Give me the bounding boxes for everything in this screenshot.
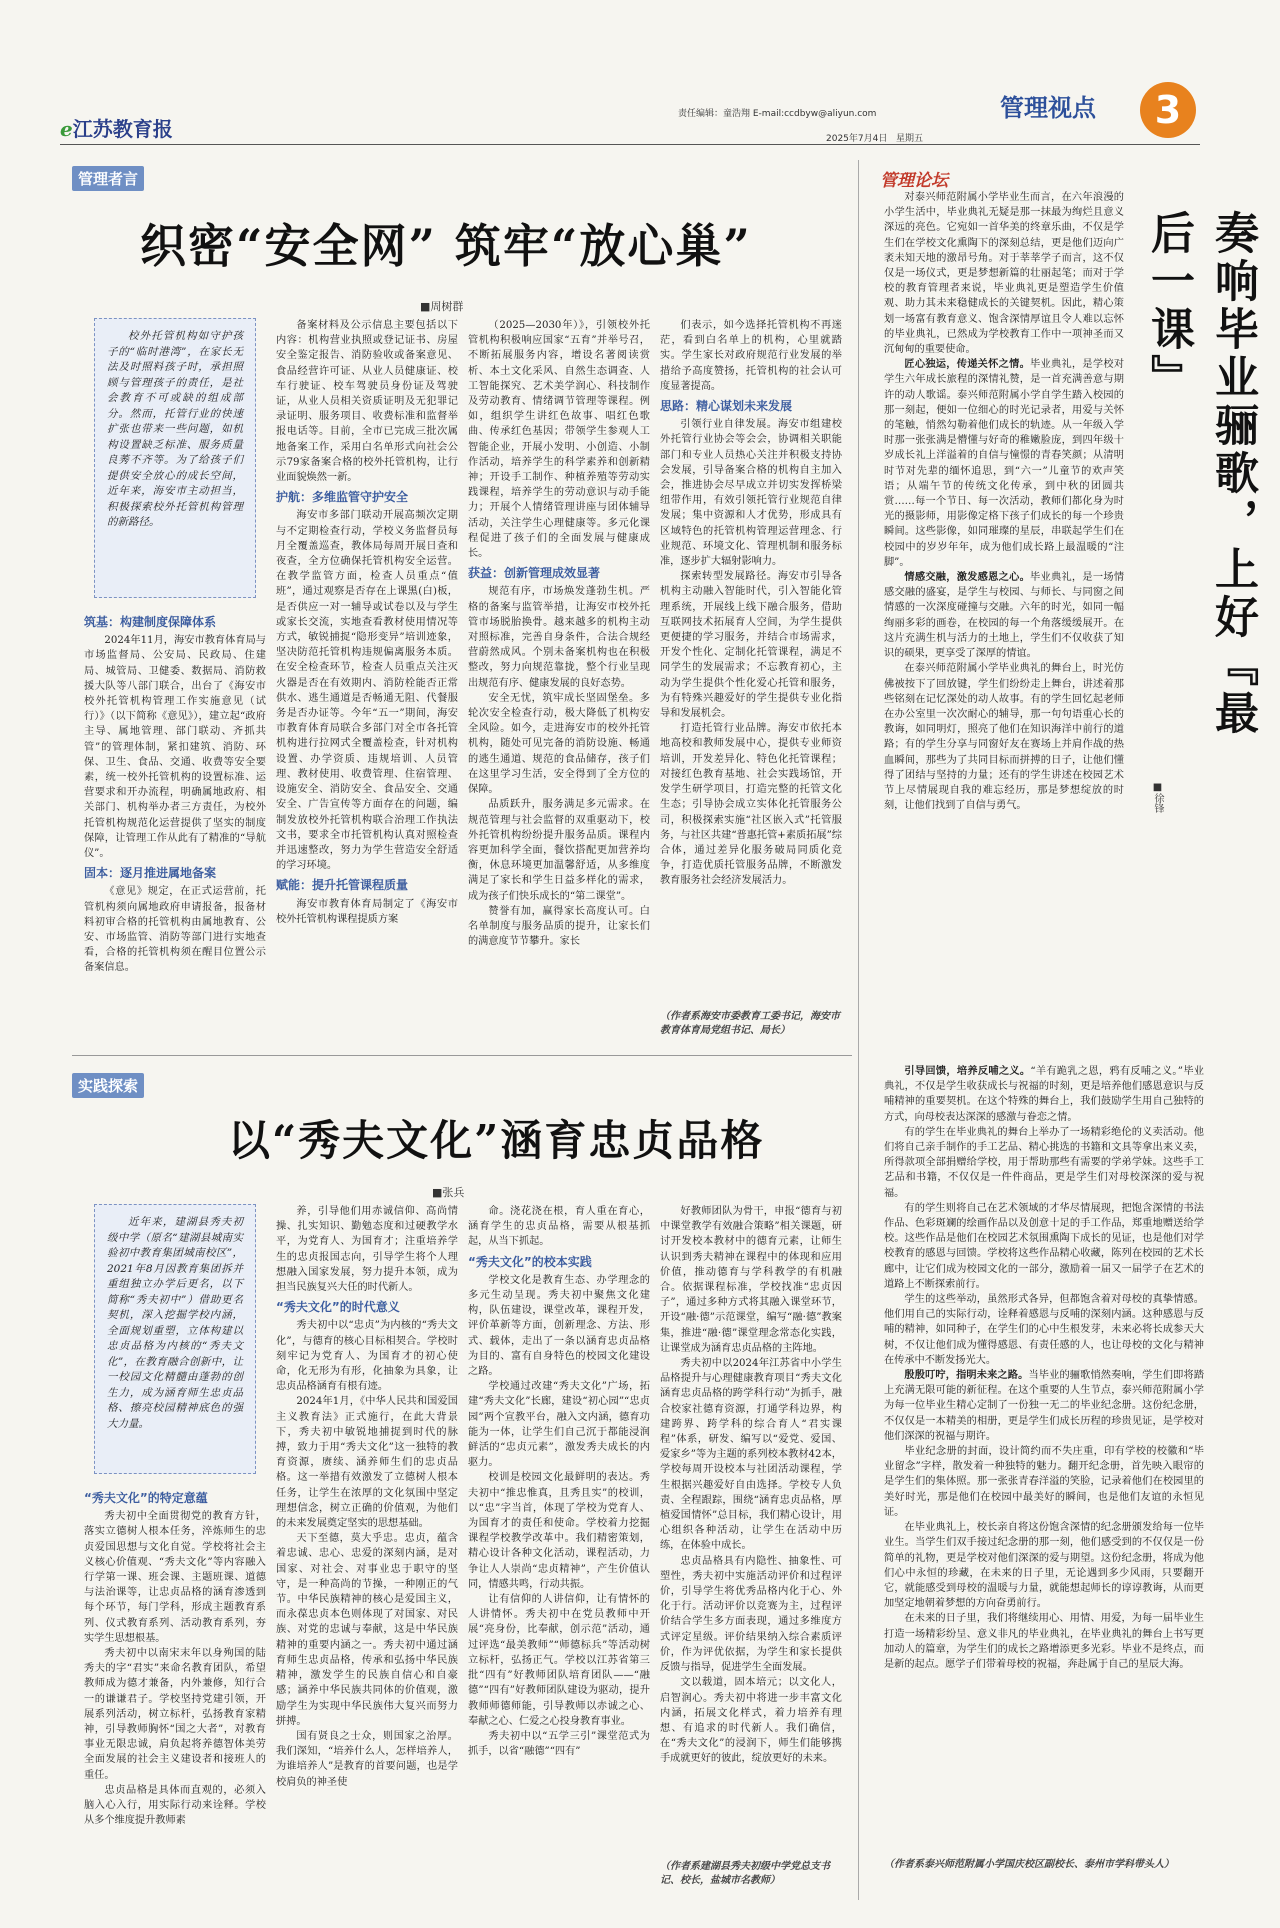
paragraph: 2024年11月，海安市教育体育局与市场监督局、公安局、民政局、住建局、城管局、卫健委、数据局、消防救援大队等八部门联合，出台了《海安市校外托管机构管理工作实施意见（试行）》（以下简称《意见》），建立起“政府主导、属地管理、部门联动、齐抓共管”的管理体制，紧扣建筑、消防、环保、卫生、食品、交通、收费等安全要素，统一校外托管机构的设置标准、运营要求和开办流程，明确属地政府、相关部门、机构举办者三方责任，为校外托管机构规范化运营提供了坚实的制度保障，让管理工作从此有了精准的“导航仪”。 <box>84 635 266 860</box>
article1-column-3 <box>468 318 650 1045</box>
paragraph: 忠贞品格是具体而直观的，必须入脑入心入行，用实际行动来诠释。学校从多个维度提升教师素 <box>84 1784 266 1827</box>
section-badge-manager: 管理者言 <box>72 166 144 191</box>
paragraph: 秀夫初中以南宋末年以身殉国的陆秀夫的字“君实”来命名教育团队，希望教师成为德才兼备，内外兼修，知行合一的谦谦君子。学校坚持党建引领，开展系列活动，树立标杆，弘扬教育家精神，引导教师胸怀“国之大者”，对教育事业无限忠诚，肩负起将养德智体美劳全面发展的社会主义建设者和接班人的重任。 <box>84 1648 266 1781</box>
paragraph: 打造托管行业品牌。海安市依托本地高校和教师发展中心，提供专业师资培训，开发差异化、特色化托管课程；对接红色教育基地、社会实践场馆，开发学生研学项目，打造完整的托管文化生态；引导协会成立实体化托管服务公司，积极探索实施“社区嵌入式”托管服务，与社区共建“普惠托管+素质拓展”综合体，通过差异化服务破局同质化竞争，打造优质托管服务品牌，不断激发教育服务社会经济发展活力。 <box>660 723 842 887</box>
date-text: 2025年7月4日 <box>826 134 888 144</box>
article1-column-2 <box>276 318 458 1045</box>
paragraph: 毕业纪念册的封面，设计简约而不失庄重，印有学校的校徽和“毕业留念”字样，散发着一种独特的魅力。翻开纪念册，首先映入眼帘的是学生们的集体照。那一张张青春洋溢的笑脸，记录着他们在校园里的美好时光，那是他们在校园中最美好的瞬间，也是他们友谊的永恒见证。 <box>884 1446 1204 1518</box>
paragraph-lead: 引导回馈，培养反哺之义。 <box>904 1065 1031 1077</box>
paragraph: 养，引导他们用赤诚信仰、高尚情操、扎实知识、勤勉态度和过硬教学水平，为党育人、为国育才；注重培养学生的忠贞报国志向，引导学生将个人理想融入国家发展，努力提升本领，成为担当民族复兴大任的时代新人。 <box>276 1206 458 1294</box>
subheading: 思路：精心谋划未来发展 <box>660 399 793 414</box>
masthead-divider <box>60 144 1200 145</box>
article3-lower-text <box>884 1064 1204 1844</box>
newspaper-logo <box>60 113 173 142</box>
logo-e-icon: e <box>60 117 73 141</box>
article1-column-4 <box>660 318 842 1008</box>
paragraph: 天下至德，莫大乎忠。忠贞，蕴含着忠诚、忠心、忠爱的深刻内涵，是对国家、对社会、对事业忠于职守的坚守，是一种高尚的节操，一种刚正的气节。中华民族精神的核心是爱国主义，而永葆忠贞本色则体现了对国家、对民族、对党的忠诚与奉献，这是中华民族精神的重要内涵之一。秀夫初中通过涵育师生忠贞品格，传承和弘扬中华民族精神，激发学生的民族自信心和自豪感；涵养中华民族共同体的价值观，激励学生为实现中华民族伟大复兴而努力拼搏。 <box>276 1533 458 1727</box>
paragraph: （2025—2030年）》，引领校外托管机构积极响应国家“五育”并举号召，不断拓展服务内容，增设名著阅读赏析、本土文化采风、自然生态调查、人工智能探究、艺术美学润心、科技制作及劳动教育、情绪调节管理等课程。例如，组织学生讲红色故事、唱红色歌曲、传承红色基因；带领学生参观人工智能企业，开展小发明、小创造、小制作活动，培养学生的科学素养和创新精神；开设手工制作、种植养殖等劳动实践课程，培养学生的劳动意识与动手能力；开展个人情绪管理讲座与团体辅导活动，关注学生心理健康等。多元化课程促进了孩子们的全面发展与健康成长。 <box>468 320 650 560</box>
article3-upper-text <box>884 190 1124 1060</box>
paragraph: 在泰兴师范附属小学毕业典礼的舞台上，时光仿佛被按下了回放键，学生们纷纷走上舞台，讲述着那些铭刻在记忆深处的动人故事。有的学生回忆起老师在办公室里一次次耐心的辅导，那一句句语重心长的教诲，如同明灯，照亮了他们在知识海洋中前行的道路；有的学生分享与同窗好友在赛场上并肩作战的热血瞬间，那些为了共同目标而拼搏的日子，让他们懂得了团结与坚持的力量；还有的学生讲述在校园艺术节上尽情展现自我的难忘经历，那是梦想绽放的时刻，让他们找到了自信与勇气。 <box>884 663 1124 812</box>
paragraph: 秀夫初中以2024年江苏省中小学生品格提升与心理健康教育项目“秀夫文化涵育忠贞品格的跨学科行动”为抓手，融合校家社德育资源，打通学科边界，构建跨界、跨学科的综合育人“君实课程”体系，研发、编写以“爱党、爱国、爱家乡”等为主题的系列校本教材42本，学校每周开设校本与社团活动课程，学生根据兴趣爱好自由选择。学校专人负责、全程跟踪，围绕“涵育忠贞品格，厚植爱国情怀”总目标，我们精心设计，用心组织各种活动，让学生在活动中历练，在体验中成长。 <box>660 1358 842 1552</box>
paragraph: 秀夫初中全面贯彻党的教育方针，落实立德树人根本任务，淬炼师生的忠贞爱国思想与文化自觉。学校将社会主义核心价值观、“秀夫文化”等内容融入行学第一课、班会课、主题班课、道德与法治课等，让忠贞品格的涵育渗透到每个环节，每门学科，形成主题教育系列、仪式教育系列、活动教育系列，夯实学生思想根基。 <box>84 1511 266 1644</box>
paragraph: 探索转型发展路径。海安市引导各机构主动融入智能时代，引入智能化管理系统，开展线上线下融合服务，借助互联网技术拓展育人空间，为学生提供更便捷的学习服务，并结合市场需求，开发个性化、定制化托管课程，满足不同学生的发展需求；不忘教育初心，主动为学生提供个性化爱心托管和服务，为有特殊兴趣爱好的学生提供专业化指导和发展机会。 <box>660 571 842 720</box>
subheading: “秀夫文化”的时代意义 <box>276 1300 400 1315</box>
article2-column-4 <box>660 1204 842 1856</box>
paragraph: 引领行业自律发展。海安市组建校外托管行业协会等会会，协调相关职能部门和专业人员热心关注并积极支持协会发展，引导备案合格的机构自主加入会，推进协会尽早成立并切实发挥桥梁纽带作用，有效引领托管行业规范自律发展；集中资源和人才优势，形成具有区域特色的托管机构管理运营理念、行业规范、环境文化、管理机制和服务标准，逐步扩大辐射影响力。 <box>660 419 842 568</box>
article2-intro: 近年来，建湖县秀夫初级中学（原名“建湖县城南实验初中教育集团城南校区”，2021年8月因教育集团拆并重组独立办学后更名，以下简称“秀夫初中”）借助更名契机，深入挖掘学校内涵，全面规划重塑，立体构建以忠贞品格为内核的“秀夫文化”，在教育融合创新中，让一校园文化精髓由蓬勃的创生力，成为涵育师生忠贞品格、擦亮校园精神底色的强大力量。 <box>107 1216 243 1430</box>
article1-headline: 织密“安全网” 筑牢“放心巢” <box>140 219 752 273</box>
paragraph: 学生的这些举动，虽然形式各异，但都饱含着对母校的真挚情感。他们用自己的实际行动，诠释着感恩与反哺的深刻内涵。这种感恩与反哺的精神，如同种子，在学生们的心中生根发芽，未来必将长成参天大树，不仅让他们成为懂得感恩、有责任感的人，也让母校的文化与精神在传承中不断发扬光大。 <box>884 1294 1204 1366</box>
article2-headline: 以“秀夫文化”涵育忠贞品格 <box>228 1116 765 1165</box>
editor-line: 责任编辑：童浩翔 E-mail:ccdbyw@aliyun.com <box>678 109 877 119</box>
article2-column-2 <box>276 1204 458 1898</box>
paragraph: 文以载道，固本培元；以文化人，启智润心。秀夫初中将进一步丰富文化内涵，拓展文化样式，着力培养有理想、有追求的时代新人。我们确信，在“秀夫文化”的浸润下，师生们能够携手成就更好的彼此，绽放更好的未来。 <box>660 1677 842 1765</box>
paragraph-lead: 殷殷叮咛，指明未来之路。 <box>904 1369 1029 1382</box>
article1-intro: 校外托管机构如守护孩子的“临时港湾”，在家长无法及时照料孩子时，承担照顾与管理孩子的责任，是社会教育不可或缺的组成部分。然而，托管行业的快速扩张也带来一些问题，如机构设置缺乏标准、服务质量良莠不齐等。为了给孩子们提供安全放心的成长空间，近年来，海安市主动担当，积极探索校外托管机构管理的新路径。 <box>107 330 243 528</box>
section-badge-practice: 实践探索 <box>72 1073 144 1098</box>
article2-column-3 <box>468 1204 650 1898</box>
paragraph: 国有贤良之士众，则国家之治厚。我们深知，“培养什么人，怎样培养人，为谁培养人”是教育的首要问题，也是学校肩负的神圣使 <box>276 1730 458 1788</box>
subheading: 筑基：构建制度保障体系 <box>84 615 217 629</box>
paragraph: 有的学生在毕业典礼的舞台上举办了一场精彩绝伦的义卖活动。他们将自己亲手制作的手工艺品、精心挑选的书籍和文具等拿出来义卖，所得款项全部捐赠给学校，用于帮助那些有需要的学弟学妹。这些手工艺品和书籍，不仅仅是一件件商品，更是学生们对母校深深的爱与祝福。 <box>884 1126 1204 1199</box>
subheading: “秀夫文化”的校本实践 <box>468 1254 592 1269</box>
paragraph: 规范有序，市场焕发蓬勃生机。严格的备案与监管举措，让海安市校外托管市场脱胎换骨。越来越多的机构主动对照标准，完善自身条件，合法合规经营蔚然成风。个别未备案机构也在积极整改，努力向规范靠拢，整个行业呈现出规范有序、健康发展的良好态势。 <box>468 586 650 689</box>
paragraph <box>884 570 1124 661</box>
paragraph: 2024年1月，《中华人民共和国爱国主义教育法》正式施行，在此大背景下，秀夫初中敏锐地捕捉到时代的脉搏，致力于用“秀夫文化”这一独特的教育资源，赓续、涵养师生们的忠贞品格。这一举措有效激发了立德树人根本任务，让学生在浓厚的文化氛围中坚定理想信念，树立正确的价值观，为他们的未来发展奠定坚实的思想基础。 <box>276 1396 458 1530</box>
article3-headline: 奏响毕业骊歌，上好『最后一课』 <box>1143 210 1258 738</box>
paragraph: 《意见》规定，在正式运营前，托管机构须向属地政府申请报备，报备材料初审合格的托管机构由属地教育、公安、市场监管、消防等部门进行实地查看，合格的托管机构须在醒目位置公示备案信息。 <box>84 886 266 974</box>
article3-author-note: （作者系泰兴师范附属小学国庆校区副校长、泰州市学科带头人） <box>884 1859 1174 1870</box>
paragraph: 对泰兴师范附属小学毕业生而言，在六年浪漫的小学生活中，毕业典礼无疑是那一抹最为绚烂且意义深远的亮色。它宛如一首华美的终章乐曲，不仅是学生们在学校文化熏陶下的深刻总结，更是他们迈向广袤未知天地的激昂号角。对于莘莘学子而言，这不仅仅是一场仪式，更是梦想新篇的壮丽起笔；而对于学校的教育管理者来说，毕业典礼更是塑造学生价值观、助力其未来稳健成长的关键契机。因此，精心策划一场富有教育意义、饱含深情厚谊且令人难以忘怀的毕业典礼，已然成为学校教育工作中一项神圣而又沉甸甸的重要使命。 <box>884 192 1124 356</box>
subheading: 获益：创新管理成效显著 <box>468 566 601 581</box>
paragraph-lead: 匠心独运，传递关怀之情。 <box>904 358 1031 371</box>
section-badge-forum: 管理论坛 <box>880 171 948 191</box>
paragraph: 们表示，如今选择托管机构不再迷茫，看到白名单上的机构，心里就踏实。学生家长对政府规范行业发展的举措给予高度赞扬，托管机构的社会认可度显著提高。 <box>660 320 842 392</box>
paragraph-lead: 情感交融，激发感恩之心。 <box>904 571 1031 584</box>
article1-author-note: （作者系海安市委教育工委书记，海安市教育体育局党组书记、局长） <box>660 1011 840 1036</box>
paragraph: 学校文化是教育生态、办学理念的多元生动呈现。秀夫初中聚焦文化建构，队伍建设，课堂改革，课程开发，评价革新等方面，创新理念、方法、形式、载体，走出了一条以涵育忠贞品格为目的、富有自身特色的校园文化建设之路。 <box>468 1274 650 1378</box>
article3-byline: ■徐锋 <box>1152 782 1163 813</box>
paragraph: 学校通过改建“秀夫文化”广场，拓建“秀夫文化”长廊，建设“初心园”“忠贞园”两个宣教平台，融入文内涵，德育功能为一体，让学生们自己沉于都能浸润鲜活的“忠贞元素”，激发秀夫成长的内驱力。 <box>468 1381 650 1469</box>
article2-author-note: （作者系建湖县秀夫初级中学党总支书记、校长，盐城市名教师） <box>660 1861 830 1886</box>
paragraph-text: 毕业典礼，是一场情感交融的盛宴，是学生与校园、与师长、与同窗之间情感的一次深度碰撞与交融。六年的时光，如同一幅绚丽多彩的画卷，在校园的每一个角落缓缓展开。在这片充满生机与活力的土地上，学生们不仅收获了知识的硕果，更享受了深厚的情谊。 <box>884 572 1124 660</box>
subheading: 护航：多维监管守护安全 <box>276 490 409 505</box>
paragraph <box>884 1368 1204 1444</box>
paragraph: 备案材料及公示信息主要包括以下内容：机构营业执照或登记证书、房屋安全鉴定报告、消防验收或备案意见、食品经营许可证、从业人员健康证、校车行驶证、校车驾驶员身份证及驾驶证，从业人员相关资质证明及无犯罪记录证明、服务项目、收费标准和监督举报电话等。目前，全市已完成三批次属地备案工作，采用白名单形式向社会公示79家备案合格的校外托管机构，让行业面貌焕然一新。 <box>276 320 458 484</box>
subheading: “秀夫文化”的特定意蕴 <box>84 1491 208 1505</box>
paragraph: 秀夫初中以“五学三引”课堂范式为抓手，以省“融德”“四有” <box>468 1730 650 1758</box>
paragraph: 海安市教育体育局制定了《海安市校外托管机构课程提质方案 <box>276 898 458 925</box>
paragraph: 秀夫初中以“忠贞”为内核的“秀夫文化”，与德育的核心目标相契合。学校时刻牢记为党育人、为国育才的初心使命，化无形为有形，化抽象为具象，让忠贞品格涵育有根有迹。 <box>276 1320 458 1393</box>
subheading: 固本：逐月推进属地备案 <box>84 866 217 881</box>
paragraph <box>884 1064 1204 1125</box>
section-title: 管理视点 <box>1000 94 1096 122</box>
paragraph: 校训是校园文化最鲜明的表达。秀夫初中“推忠惟真，且秀且实”的校训，以“忠”字当首，体现了学校为党育人、为国育才的责任和使命。学校着力挖掘课程学校教学改革中。我们精密策划，精心设计各种文化活动，课程活动，力争让人人崇尚“忠贞精神”，产生价值认同，情感共鸣，行动共振。 <box>468 1472 650 1590</box>
page-number-badge: 3 <box>1140 82 1196 138</box>
paragraph-text: “羊有跪乳之恩，鸦有反哺之义。”毕业典礼，不仅是学生收获成长与祝福的时刻，更是培养他们感恩意识与反哺精神的重要契机。在这个特殊的舞台上，我们鼓励学生用自己独特的方式，向母校表达深深的感激与眷恋之情。 <box>884 1066 1204 1123</box>
paragraph: 有的学生则将自己在艺术领域的才华尽情展现，把饱含深情的书法作品、色彩斑斓的绘画作品以及创意十足的手工作品，郑重地赠送给学校。这些作品是他们在校园艺术氛围熏陶下成长的见证，也是他们对学校教育的感恩与回馈。学校将这些作品精心收藏，陈列在校园的艺术长廊中，让它们成为校园文化的一部分，激励着一届又一届学子在艺术的道路上不断探索前行。 <box>884 1202 1204 1290</box>
article2-column-1 <box>84 1486 266 1898</box>
paragraph: 在未来的日子里，我们将继续用心、用情、用爱，为每一届毕业生打造一场精彩纷呈、意义非凡的毕业典礼，在毕业典礼的舞台上书写更加动人的篇章，为学生们的成长之路增添更多光彩。毕业不是终点，而是新的起点。愿学子们带着母校的祝福，奔赴属于自己的星辰大海。 <box>884 1613 1204 1670</box>
paragraph-text: 当毕业的骊歌悄然奏响，学生们即将踏上充满无限可能的新征程。在这个重要的人生节点，泰兴师范附属小学为每一位毕业生精心定制了一份独一无二的毕业纪念册。这份纪念册，不仅仅是一本精美的相册，更是学生们成长历程的珍贵见证，是学校对他们深深的祝福与期许。 <box>884 1370 1204 1442</box>
paragraph: 忠贞品格具有内隐性、抽象性、可塑性，秀夫初中实施活动评价和过程评价，引导学生将优秀品格内化于心、外化于行。活动评价以竞赛为主，过程评价结合学生多方面表现，通过多维度方式评定星级。评价结果纳入综合素质评价，作为评优依据，为学生和家长提供反馈与指导，促进学生全面发展。 <box>660 1555 842 1674</box>
article2-byline: ■张兵 <box>432 1186 465 1199</box>
paragraph: 在毕业典礼上，校长亲自将这份饱含深情的纪念册颁发给每一位毕业生。当学生们双手接过纪念册的那一刻，他们感受到的不仅仅是一份简单的礼物，更是学校对他们深深的爱与期望。这份纪念册，将成为他们心中永恒的珍藏，在未来的日子里，无论遇到多少风雨，只要翻开它，就能感受到母校的温暖与力量，就能想起师长的谆谆教诲，从而更加坚定地朝着梦想的方向奋勇前行。 <box>884 1522 1204 1610</box>
article1-byline: ■周树群 <box>420 300 464 313</box>
article2-intro-box <box>94 1204 256 1474</box>
paragraph: 命。浇花浇在根，育人重在育心，涵育学生的忠贞品格，需要从根基抓起，从当下抓起。 <box>468 1206 650 1248</box>
paragraph: 品质跃升，服务满足多元需求。在规范管理与社会监督的双重驱动下，校外托管机构纷纷提升服务品质。课程内容更加科学全面，餐饮搭配更加营养均衡，休息环境更加温馨舒适，从多维度满足了家长和学生日益多样化的需求，成为孩子们快乐成长的“第二课堂”。 <box>468 799 650 902</box>
weekday-text: 星期五 <box>895 134 923 144</box>
article1-column-1 <box>84 610 266 1045</box>
article1-intro-box <box>94 318 256 598</box>
paragraph: 好教师团队为骨干，申报“德育与初中课堂教学有效融合策略”相关课题，研讨开发校本教材中的德育元素，让师生认识到秀夫精神在课程中的体现和应用价值，推动德育与学科教学的有机融合。依据课程标准，学校找准“忠贞因子”，通过多种方式将其融入课堂环节，开设“融·德”示范课堂，编写“融·德”教案集，推进“融·德”课堂理念常态化实践，让课堂成为涵育忠贞品格的主阵地。 <box>660 1206 842 1354</box>
paragraph: 海安市多部门联动开展高频次定期与不定期检查行动，学校义务监督员每月全覆盖巡查，教体局每周开展日查和夜查，全方位确保托管机构安全运营。在教学监管方面，检查人员重点“值班”，通过观察是否存在上课黑(白)板，是否供应一对一辅导或试卷以及与学生或家长交流，实地查看教材使用情况等方式，敏锐捕捉“隐形变异”培训迹象，坚决防范托管机构违规偏离服务本质。在安全检查环节，检查人员重点关注灭火器是否在有效期内、消防栓能否正常供水、逃生通道是否畅通无阻、代餐服务是否办证等。今年“五一”期间，海安市教育体育局联合多部门对全市各托管机构进行拉网式全覆盖检查，针对机构设置、办学资质、违规培训、人员管理、教材使用、收费管理、住宿管理、设施安全、消防安全、食品安全、交通安全、广告宣传等方面存在的问题，编制发放校外托管机构联合治理工作执法文书，要求全市托管机构认真对照检查并迅速整改，努力为学生营造安全舒适的学习环境。 <box>276 510 458 872</box>
paragraph: 赞誉有加，赢得家长高度认可。白名单制度与服务品质的提升，让家长们的满意度节节攀升。家长 <box>468 905 650 948</box>
paragraph-text: 毕业典礼，是学校对学生六年成长旅程的深情礼赞，是一首充满善意与期许的动人歌谣。泰兴师范附属小学自学生踏入校园的那一刻起，便如一位细心的时光记录者，用爱与关怀的笔触，悄然勾勒着他们成长的轨迹。从一年级入学时那一张张满是懵懂与好奇的稚嫩脸庞，到四年级十岁成长礼上洋溢着的自信与憧憬的青春笑颜；从清明时节对先辈的缅怀追思，到“六一”儿童节的欢声笑语；从端午节的传统文化传承，到中秋的团圆共赏……每一个节日、每一次活动，教师们都化身为时光的摄影师，用影像定格下孩子们成长的每一个珍贵瞬间。这些影像，如同璀璨的星辰，串联起学生们在校园中的岁岁年年，成为他们成长路上最温暖的“注脚”。 <box>884 359 1124 568</box>
paragraph: 安全无忧，筑牢成长坚固堡垒。多轮次安全检查行动，极大降低了机构安全风险。如今，走进海安市的校外托管机构，随处可见完备的消防设施、畅通的逃生通道、规范的食品储存，孩子们在这里学习生活，安全得到了全方位的保障。 <box>468 692 650 796</box>
subheading: 赋能：提升托管课程质量 <box>276 878 409 893</box>
column-divider <box>858 160 859 1900</box>
logo-text: 江苏教育报 <box>72 117 173 141</box>
issue-date <box>826 131 923 144</box>
paragraph <box>884 357 1124 570</box>
paragraph: 让有信仰的人讲信仰，让有情怀的人讲情怀。秀夫初中在党员教师中开展“亮身份，比奉献，创示范”活动，通过评选“最美教师”“师德标兵”等活动树立标杆，弘扬正气。学校以江苏省第三批“四有”好教师团队培育团队——“融德”“四有”好教师团队建设为驱动，提升教师师德师能，引导教师以赤诚之心、奉献之心、仁爱之心投身教育事业。 <box>468 1594 650 1727</box>
article-divider <box>72 1055 852 1056</box>
